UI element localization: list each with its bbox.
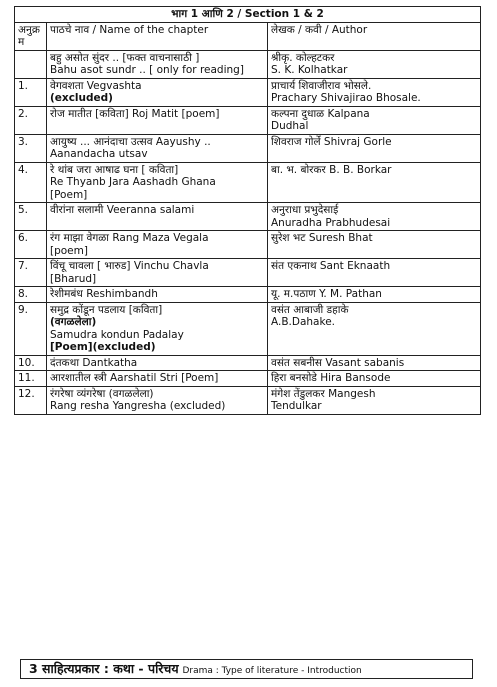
author-line: S. K. Kolhatkar xyxy=(271,64,348,76)
chapter-line: रेशीमबंध Reshimbandh xyxy=(50,288,158,300)
row-number: 4. xyxy=(15,162,47,203)
chapter-name-cell xyxy=(47,231,268,259)
table-row xyxy=(15,231,481,259)
chapter-line: Aanandacha utsav xyxy=(50,148,148,160)
author-line: यू. म.पठाण Y. M. Pathan xyxy=(271,288,382,300)
chapter-name-cell xyxy=(47,371,268,387)
chapter-line: रोज मातीत [कविता] Roj Matit [poem] xyxy=(50,107,220,120)
table-row xyxy=(15,287,481,303)
author-line: सुरेश भट Suresh Bhat xyxy=(271,232,373,244)
row-number: 5. xyxy=(15,203,47,231)
section-header-row xyxy=(15,7,481,23)
chapter-line: रंगरेषा व्यंगरेषा (वगळलेला) xyxy=(50,387,154,400)
section-3-title: 3 साहित्यप्रकार : कथा - परिचय xyxy=(29,661,179,676)
chapter-line: Bahu asot sundr .. [ only for reading] xyxy=(50,64,244,76)
chapter-line: (वगळलेला) xyxy=(50,316,97,328)
chapter-line: [Bharud] xyxy=(50,272,97,285)
author-line: वसंत सबनीस Vasant sabanis xyxy=(271,356,405,369)
author-line: हिरा बनसोडे Hira Bansode xyxy=(271,372,391,384)
chapter-name-cell xyxy=(47,203,268,231)
author-line: मंगेश तेंडुलकर Mangesh xyxy=(271,387,376,400)
author-cell xyxy=(268,386,481,414)
row-number: 10. xyxy=(15,355,47,371)
section-3-subtitle: Drama : Type of literature - Introduction xyxy=(182,666,362,676)
row-number: 1. xyxy=(15,78,47,106)
chapter-line: समुद्र कोंडून पडलाय [कविता] xyxy=(50,303,163,316)
author-cell xyxy=(268,287,481,303)
chapter-line: रे थांब जरा आषाढ घना [ कविता] xyxy=(50,163,179,176)
chapter-line: बहु असोत सुंदर .. [फक्त वाचनासाठी ] xyxy=(50,51,200,64)
chapter-name-cell xyxy=(47,386,268,414)
section-3-heading xyxy=(20,659,473,679)
table-row xyxy=(15,259,481,287)
author-line: कल्पना दुधाळ Kalpana xyxy=(271,107,370,120)
chapter-name-cell xyxy=(47,302,268,355)
table-row xyxy=(15,302,481,355)
chapter-line: Re Thyanb Jara Aashadh Ghana xyxy=(50,176,216,188)
author-line: Dudhal xyxy=(271,120,309,132)
chapter-name-cell xyxy=(47,355,268,371)
table-row xyxy=(15,371,481,387)
author-line: श्रीकृ. कोल्हटकर xyxy=(271,51,335,64)
chapter-line: [Poem](excluded) xyxy=(50,341,156,353)
author-line: वसंत आबाजी डहाके xyxy=(271,303,349,316)
chapter-line: (excluded) xyxy=(50,92,113,104)
chapter-line: [poem] xyxy=(50,244,88,257)
row-number xyxy=(15,50,47,78)
chapter-line: विंचू चावला [ भारुड] Vinchu Chavla xyxy=(50,260,209,272)
chapter-name-cell xyxy=(47,287,268,303)
table-row xyxy=(15,162,481,203)
chapter-line: रंग माझा वेगळा Rang Maza Vegala xyxy=(50,232,209,244)
chapter-line: Rang resha Yangresha (excluded) xyxy=(50,400,226,412)
chapter-line: दंतकथा Dantkatha xyxy=(50,356,138,369)
author-cell xyxy=(268,203,481,231)
chapter-name-cell xyxy=(47,78,268,106)
table-row xyxy=(15,134,481,162)
author-cell xyxy=(268,355,481,371)
author-line: बा. भ. बोरकर B. B. Borkar xyxy=(271,163,392,176)
column-header-row xyxy=(15,22,481,50)
row-number: 2. xyxy=(15,106,47,134)
author-line: Prachary Shivajirao Bhosale. xyxy=(271,92,421,104)
author-cell xyxy=(268,302,481,355)
chapter-table xyxy=(14,6,481,415)
author-cell xyxy=(268,259,481,287)
author-cell xyxy=(268,134,481,162)
author-cell xyxy=(268,78,481,106)
chapter-name-cell xyxy=(47,106,268,134)
chapter-line: Samudra kondun Padalay xyxy=(50,328,184,341)
table-row xyxy=(15,106,481,134)
col-chapter-header: पाठचे नाव / Name of the chapter xyxy=(47,22,268,50)
col-author-header: लेखक / कवी / Author xyxy=(268,22,481,50)
section-header: भाग 1 आणि 2 / Section 1 & 2 xyxy=(15,7,481,23)
chapter-line: वीरांना सलामी Veeranna salami xyxy=(50,204,195,216)
table-row xyxy=(15,78,481,106)
chapter-name-cell xyxy=(47,134,268,162)
row-number: 8. xyxy=(15,287,47,303)
author-cell xyxy=(268,231,481,259)
chapter-line: वेगवशता Vegvashta xyxy=(50,79,142,92)
col-num-header: अनुक्र म xyxy=(15,22,47,50)
author-cell xyxy=(268,106,481,134)
author-line: प्राचार्य शिवाजीराव भोसले. xyxy=(271,79,372,92)
table-row xyxy=(15,203,481,231)
table-row xyxy=(15,50,481,78)
author-line: संत एकनाथ Sant Eknaath xyxy=(271,260,391,272)
author-cell xyxy=(268,162,481,203)
row-number: 12. xyxy=(15,386,47,414)
author-cell xyxy=(268,50,481,78)
chapter-line: आरशातील स्त्री Aarshatil Stri [Poem] xyxy=(50,372,219,384)
chapter-name-cell xyxy=(47,259,268,287)
author-cell xyxy=(268,371,481,387)
row-number: 9. xyxy=(15,302,47,355)
table-row xyxy=(15,386,481,414)
author-line: Tendulkar xyxy=(271,400,322,412)
chapter-line: आयुष्य ... आनंदाचा उत्सव Aayushy .. xyxy=(50,135,211,148)
row-number: 3. xyxy=(15,134,47,162)
author-line: अनुराधा प्रभुदेसाई xyxy=(271,204,339,216)
author-line: शिवराज गोर्ले Shivraj Gorle xyxy=(271,135,392,148)
author-line: Anuradha Prabhudesai xyxy=(271,216,391,229)
chapter-name-cell xyxy=(47,50,268,78)
row-number: 11. xyxy=(15,371,47,387)
row-number: 7. xyxy=(15,259,47,287)
table-row xyxy=(15,355,481,371)
row-number: 6. xyxy=(15,231,47,259)
chapter-line: [Poem] xyxy=(50,188,88,201)
chapter-name-cell xyxy=(47,162,268,203)
author-line: A.B.Dahake. xyxy=(271,316,335,328)
